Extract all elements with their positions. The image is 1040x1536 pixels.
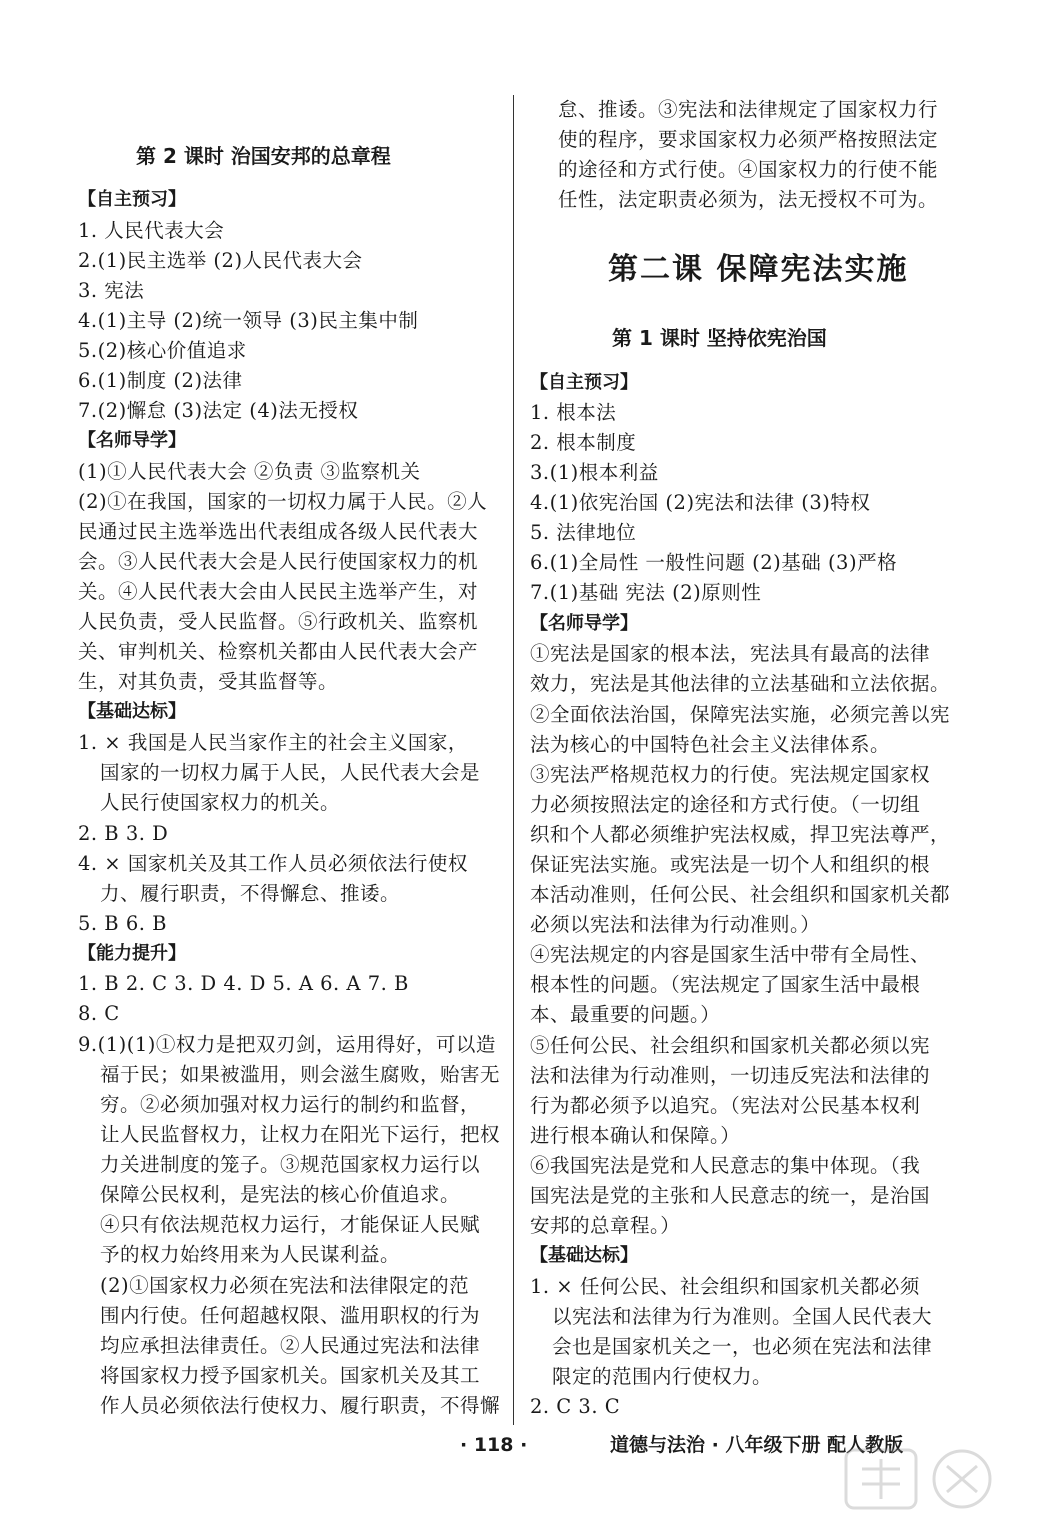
answer-line: 1. × 我国是人民当家作主的社会主义国家， — [78, 731, 468, 754]
answer-line: 人民负责，受人民监督。⑤行政机关、监察机 — [78, 610, 479, 633]
answer-line: 关。④人民代表大会由人民民主选举产生，对 — [78, 580, 479, 603]
lesson-title-right: 第 1 课时 坚持依宪治国 — [612, 326, 827, 350]
page-number: · 118 · — [460, 1434, 528, 1456]
answer-line: 关、审判机关、检察机关都由人民代表大会产 — [78, 640, 479, 663]
answer-line: 2. 根本制度 — [530, 431, 637, 454]
book-title: 道德与法治 · 八年级下册 配人教版 — [610, 1434, 904, 1456]
answer-line: 均应承担法律责任。②人民通过宪法和法律 — [100, 1334, 481, 1357]
answer-line: 使的程序，要求国家权力必须严格按照法定 — [558, 128, 939, 151]
answer-line: ④只有依法规范权力运行，才能保证人民赋 — [100, 1213, 481, 1236]
answer-line: 8. C — [78, 1002, 120, 1025]
answer-line: 生，对其负责，受其监督等。 — [78, 670, 339, 693]
answer-line: 力必须按照法定的途径和方式行使。（一切组 — [530, 793, 921, 816]
answer-line: 进行根本确认和保障。） — [530, 1124, 741, 1147]
watermark-logo-icon — [842, 1444, 1012, 1514]
answer-line: 的途径和方式行使。④国家权力的行使不能 — [558, 158, 939, 181]
answer-line: 4.(1)主导 (2)统一领导 (3)民主集中制 — [78, 309, 419, 332]
answer-line: 织和个人都必须维护宪法权威，捍卫宪法尊严， — [530, 823, 951, 846]
answer-line: 予的权力始终用来为人民谋利益。 — [100, 1243, 401, 1266]
answer-line: 力关进制度的笼子。③规范国家权力运行以 — [100, 1153, 481, 1176]
answer-line: 人民行使国家权力的机关。 — [100, 791, 341, 814]
answer-line: 6.(1)全局性 一般性问题 (2)基础 (3)严格 — [530, 551, 898, 574]
section-header-basic: 【基础达标】 — [78, 701, 186, 722]
answer-line: (2)①在我国，国家的一切权力属于人民。②人 — [78, 490, 488, 513]
answer-line: 会也是国家机关之一，也必须在宪法和法律 — [552, 1335, 933, 1358]
answer-line: 福于民；如果被滥用，则会滋生腐败，贻害无 — [100, 1063, 501, 1086]
answer-line: 1. B 2. C 3. D 4. D 5. A 6. A 7. B — [78, 972, 409, 995]
answer-line: 怠、推诿。③宪法和法律规定了国家权力行 — [558, 98, 939, 121]
section-header-ability: 【能力提升】 — [78, 943, 186, 964]
answer-line: (2)①国家权力必须在宪法和法律限定的范 — [100, 1274, 470, 1297]
answer-line: 保障公民权利，是宪法的核心价值追求。 — [100, 1183, 461, 1206]
answer-line: 7.(1)基础 宪法 (2)原则性 — [530, 581, 762, 604]
answer-line: 限定的范围内行使权力。 — [552, 1365, 773, 1388]
answer-line: 让人民监督权力，让权力在阳光下运行，把权 — [100, 1123, 501, 1146]
answer-line: 以宪法和法律为行为准则。全国人民代表大 — [552, 1305, 933, 1328]
answer-line: ②全面依法治国，保障宪法实施，必须完善以宪 — [530, 703, 951, 726]
answer-line: 国宪法是党的主张和人民意志的统一，是治国 — [530, 1184, 931, 1207]
answer-line: 法和法律为行动准则，一切违反宪法和法律的 — [530, 1064, 931, 1087]
answer-line: 围内行使。任何超越权限、滥用职权的行为 — [100, 1304, 481, 1327]
answer-line: 7.(2)懈怠 (3)法定 (4)法无授权 — [78, 399, 359, 422]
answer-line: 安邦的总章程。） — [530, 1214, 681, 1237]
answer-line: ①宪法是国家的根本法，宪法具有最高的法律 — [530, 642, 931, 665]
answer-line: 本活动准则，任何公民、社会组织和国家机关都 — [530, 883, 951, 906]
answer-line: 保证宪法实施。或宪法是一切个人和组织的根 — [530, 853, 931, 876]
section-header-preview: 【自主预习】 — [530, 372, 638, 393]
answer-line: 将国家权力授予国家机关。国家机关及其工 — [100, 1364, 481, 1387]
answer-line: 3. 宪法 — [78, 279, 145, 302]
answer-line: 6.(1)制度 (2)法律 — [78, 369, 243, 392]
answer-line: 1. × 任何公民、社会组织和国家机关都必须 — [530, 1275, 920, 1298]
section-header-basic: 【基础达标】 — [530, 1245, 638, 1266]
answer-line: 2.(1)民主选举 (2)人民代表大会 — [78, 249, 363, 272]
answer-line: 3.(1)根本利益 — [530, 461, 659, 484]
answer-line: 力、履行职责，不得懈怠、推诿。 — [100, 882, 401, 905]
answer-line: ⑥我国宪法是党和人民意志的集中体现。（我 — [530, 1154, 921, 1177]
lesson-title-left: 第 2 课时 治国安邦的总章程 — [136, 144, 391, 168]
answer-line: ④宪法规定的内容是国家生活中带有全局性、 — [530, 943, 931, 966]
answer-line: 9.(1)(1)①权力是把双刃剑，运用得好，可以造 — [78, 1033, 496, 1056]
section-header-guide: 【名师导学】 — [530, 613, 638, 634]
answer-line: 4.(1)依宪治国 (2)宪法和法律 (3)特权 — [530, 491, 871, 514]
answer-line: 1. 根本法 — [530, 401, 617, 424]
answer-line: 2. C 3. C — [530, 1395, 621, 1418]
unit-title: 第二课 保障宪法实施 — [608, 252, 909, 287]
answer-line: 民通过民主选举选出代表组成各级人民代表大 — [78, 520, 479, 543]
answer-line: 2. B 3. D — [78, 822, 169, 845]
answer-line: 5. B 6. B — [78, 912, 167, 935]
answer-line: 5.(2)核心价值追求 — [78, 339, 247, 362]
answer-line: 法为核心的中国特色社会主义法律体系。 — [530, 733, 891, 756]
answer-line: 必须以宪法和法律为行动准则。） — [530, 913, 821, 936]
answer-line: 作人员必须依法行使权力、履行职责，不得懈 — [100, 1394, 501, 1417]
answer-line: 本、最重要的问题。） — [530, 1003, 721, 1026]
answer-line: 任性，法定职责必须为，法无授权不可为。 — [558, 188, 939, 211]
answer-line: 穷。②必须加强对权力运行的制约和监督， — [100, 1093, 481, 1116]
answer-line: 行为都必须予以追究。（宪法对公民基本权利 — [530, 1094, 921, 1117]
answer-line: 4. × 国家机关及其工作人员必须依法行使权 — [78, 852, 468, 875]
answer-line: 1. 人民代表大会 — [78, 219, 225, 242]
section-header-preview: 【自主预习】 — [78, 189, 186, 210]
answer-line: 5. 法律地位 — [530, 521, 637, 544]
answer-line: 会。③人民代表大会是人民行使国家权力的机 — [78, 550, 479, 573]
column-divider — [513, 95, 514, 1425]
answer-line: 根本性的问题。（宪法规定了国家生活中最根 — [530, 973, 921, 996]
section-header-guide: 【名师导学】 — [78, 430, 186, 451]
answer-line: 国家的一切权力属于人民，人民代表大会是 — [100, 761, 481, 784]
answer-line: ⑤任何公民、社会组织和国家机关都必须以宪 — [530, 1034, 931, 1057]
answer-line: ③宪法严格规范权力的行使。宪法规定国家权 — [530, 763, 931, 786]
answer-line: 效力，宪法是其他法律的立法基础和立法依据。 — [530, 672, 951, 695]
answer-line: (1)①人民代表大会 ②负责 ③监察机关 — [78, 460, 421, 483]
